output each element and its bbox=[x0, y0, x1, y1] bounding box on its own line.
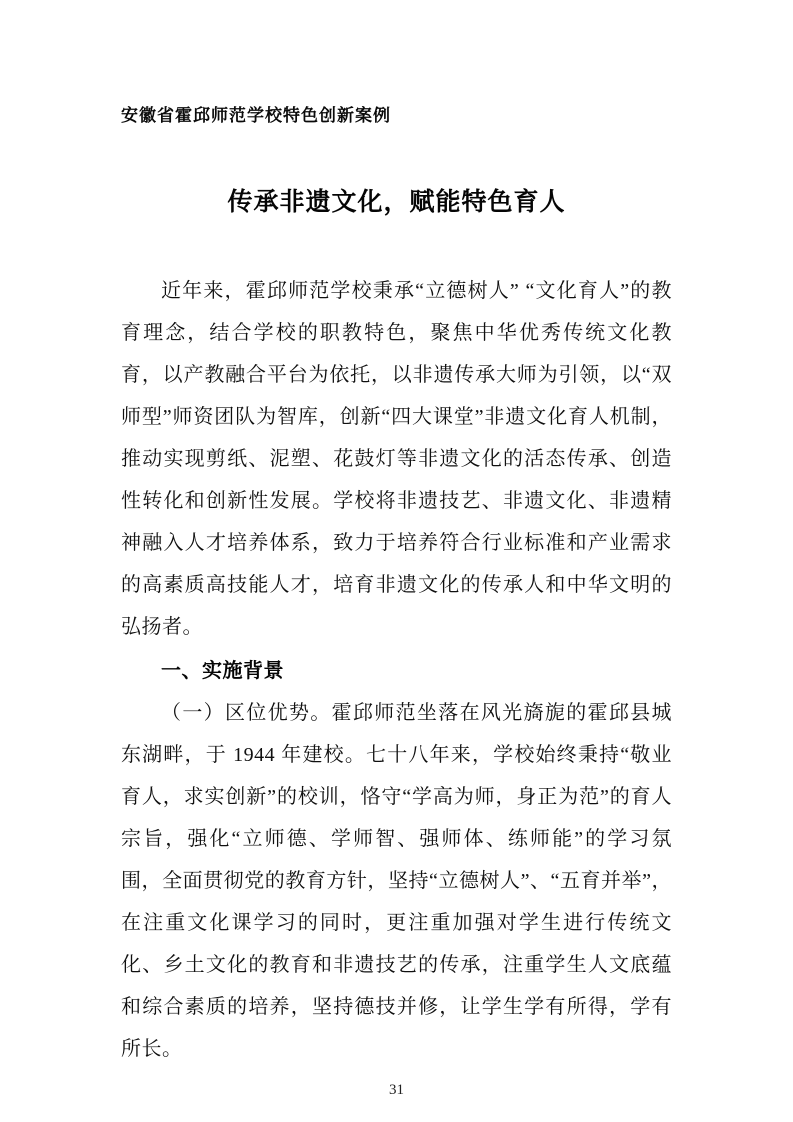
intro-paragraph: 近年来，霍邱师范学校秉承“立德树人” “文化育人”的教育理念，结合学校的职教特色，聚焦中华优秀传统文化教育，以产教融合平台为依托，以非遗传承大师为引领，以“双师型”师资团队为智库，创新“四大课堂”非遗文化育人机制，推动实现剪纸、泥塑、花鼓灯等非遗文化的活态传承、创造性转化和创新性发展。学校将非遗技艺、非遗文化、非遗精神融入人才培养体系，致力于培养符合行业标准和产业需求的高素质高技能人才，培育非遗文化的传承人和中华文明的弘扬者。 bbox=[121, 280, 672, 638]
section-paragraph-location-advantage: （一）区位优势。霍邱师范坐落在风光旖旎的霍邱县城东湖畔，于 1944 年建校。七十八年来，学校始终秉持“敬业育人，求实创新”的校训，恪守“学高为师，身正为范”的育人宗旨，强化“立师德、学师智、强师体、练师能”的学习氛围，全面贯彻党的教育方针，坚持“立德树人”、“五育并举”，在注重文化课学习的同时，更注重加强对学生进行传统文化、乡土文化的教育和非遗技艺的传承，注重学生人文底蕴和综合素质的培养，坚持德技并修，让学生学有所得，学有所长。 bbox=[121, 702, 672, 1060]
section-heading-implementation-background: 一、实施背景 bbox=[161, 660, 284, 682]
document-header: 安徽省霍邱师范学校特色创新案例 bbox=[121, 106, 391, 125]
document-body bbox=[121, 270, 672, 1070]
document-title: 传承非遗文化，赋能特色育人 bbox=[227, 187, 566, 216]
page-number: 31 bbox=[389, 1082, 404, 1098]
